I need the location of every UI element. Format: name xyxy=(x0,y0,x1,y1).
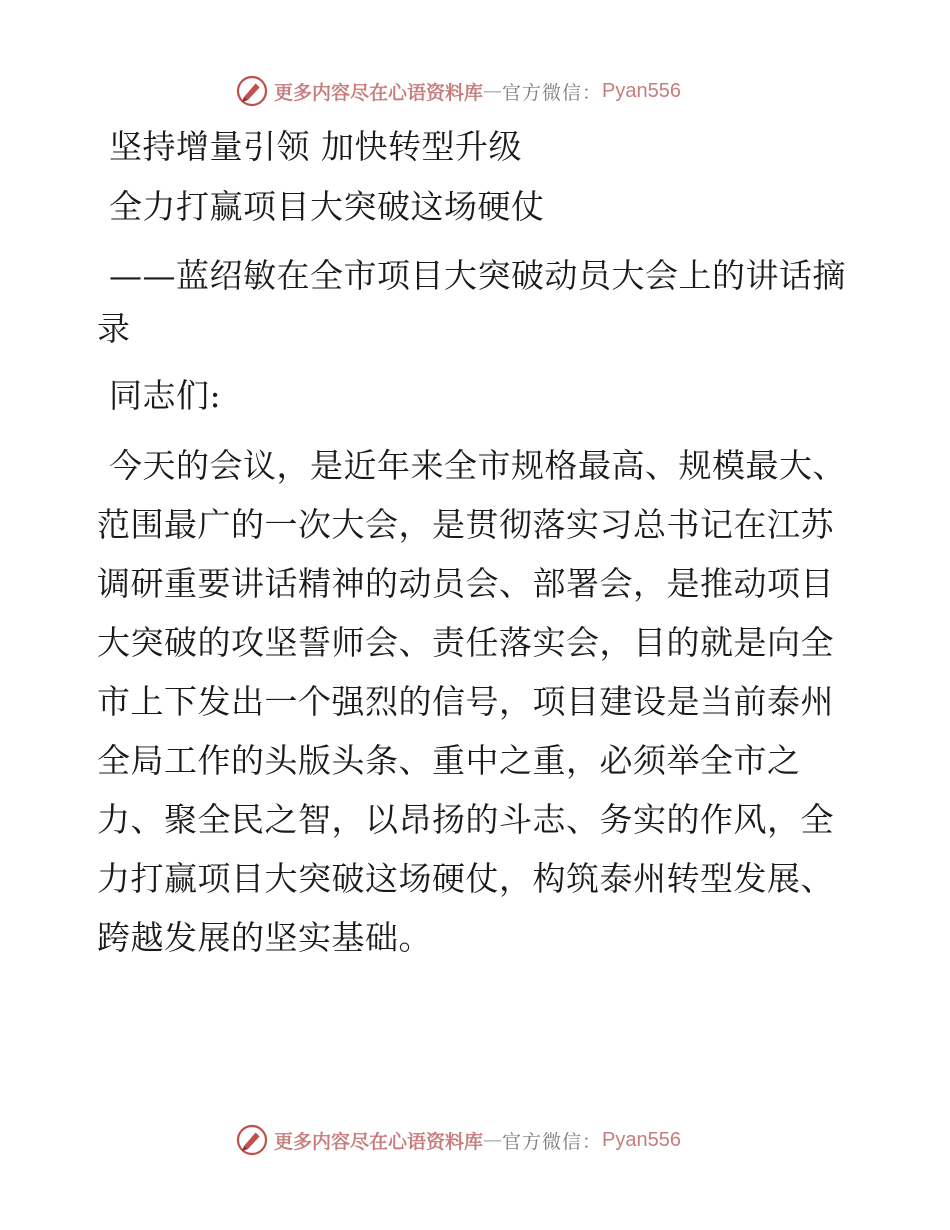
pen-nib-icon xyxy=(236,75,268,107)
pen-nib-icon xyxy=(236,1124,268,1156)
watermark-wechat-label: 官方微信： xyxy=(502,1130,603,1153)
watermark-dash: — xyxy=(483,80,503,102)
header-watermark xyxy=(236,74,681,108)
document-body xyxy=(97,120,857,967)
title-line-1: 坚持增量引领 加快转型升级 xyxy=(109,127,522,166)
watermark-main-text: 更多内容尽在心语资料库 xyxy=(274,81,484,104)
watermark-wechat-id: Pyan556 xyxy=(602,1128,681,1151)
greeting: 同志们: xyxy=(109,376,222,415)
watermark-wechat-label: 官方微信： xyxy=(502,81,603,104)
title-line-2: 全力打赢项目大突破这场硬仗 xyxy=(109,187,545,226)
body-paragraph: 今天的会议，是近年来全市规格最高、规模最大、范围最广的一次大会，是贯彻落实习总书记在江苏调研重要讲话精神的动员会、部署会，是推动项目大突破的攻坚誓师会、责任落实会，目的就是向全市上下发出一个强烈的信号，项目建设是当前泰州全局工作的头版头条、重中之重，必须举全市之力、聚全民之智，以昂扬的斗志、务实的作风，全力打赢项目大突破这场硬仗，构筑泰州转型发展、跨越发展的坚实基础。 xyxy=(97,446,846,957)
watermark-dash: — xyxy=(483,1129,503,1151)
watermark-wechat-id: Pyan556 xyxy=(602,79,681,102)
footer-watermark xyxy=(236,1123,681,1157)
watermark-main-text: 更多内容尽在心语资料库 xyxy=(274,1130,484,1153)
subtitle: ——蓝绍敏在全市项目大突破动员大会上的讲话摘录 xyxy=(97,256,846,348)
